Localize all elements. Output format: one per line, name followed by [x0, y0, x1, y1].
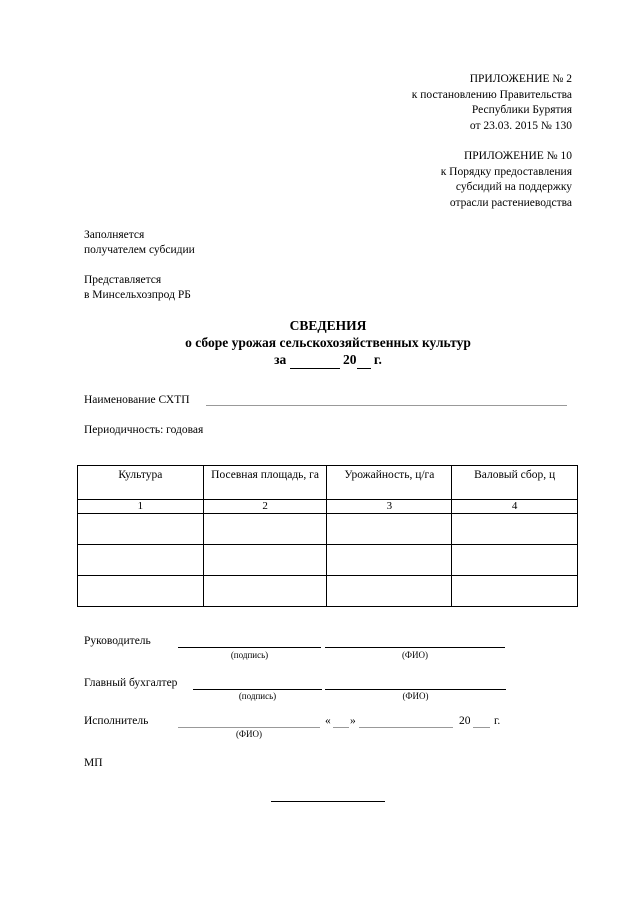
document-subtitle: о сборе урожая сельскохозяйственных культур — [185, 335, 471, 350]
appendix-2-title: ПРИЛОЖЕНИЕ № 2 — [469, 73, 572, 85]
period-year-blank[interactable] — [357, 351, 371, 369]
document-title: СВЕДЕНИЯ — [289, 318, 367, 333]
accountant-signature-hint: (подпись) — [238, 691, 277, 701]
accountant-signature-line[interactable] — [193, 689, 322, 690]
appendix-10-ref: к Порядку предоставления — [440, 165, 572, 178]
accountant-fio-line[interactable] — [325, 689, 506, 690]
filled-by-line2: получателем субсидии — [84, 244, 195, 256]
executor-label: Исполнитель — [84, 715, 149, 727]
appendix-10-header — [441, 149, 572, 211]
date-quote-open: « — [325, 715, 331, 727]
period-year-suffix: г. — [373, 352, 382, 367]
appendix-10-branch: отрасли растениеводства — [449, 196, 572, 209]
appendix-2-header — [412, 72, 572, 134]
date-year-prefix: 20 — [459, 715, 471, 727]
harvest-table — [77, 465, 578, 607]
column-number: 2 — [203, 500, 327, 514]
table-cell[interactable] — [452, 576, 578, 607]
head-signature-hint: (подпись) — [230, 650, 269, 660]
header-sown-area: Посевная площадь, га — [203, 466, 327, 500]
period-za: за — [274, 352, 287, 367]
header-gross-harvest: Валовый сбор, ц — [452, 466, 578, 500]
header-yield: Урожайность, ц/га — [327, 466, 452, 500]
date-month-line[interactable] — [359, 727, 453, 728]
accountant-fio-hint: (ФИО) — [402, 691, 429, 701]
head-fio-hint: (ФИО) — [401, 650, 429, 660]
head-fio-line[interactable] — [325, 647, 505, 648]
table-cell[interactable] — [327, 514, 452, 545]
period-blank[interactable] — [290, 351, 340, 369]
appendix-2-date: от 23.03. 2015 № 130 — [469, 119, 572, 132]
appendix-2-ref: к постановлению Правительства — [411, 88, 572, 101]
header-crop: Культура — [78, 466, 204, 500]
report-period — [0, 351, 640, 369]
entity-name-label: Наименование СХТП — [84, 394, 190, 406]
date-quote-close: » — [350, 715, 356, 727]
table-number-row — [78, 500, 578, 514]
filled-by-note — [84, 228, 195, 258]
period-year-prefix: 20 — [343, 352, 357, 367]
stamp-label: МП — [84, 757, 103, 769]
table-cell[interactable] — [78, 514, 204, 545]
table-cell[interactable] — [327, 545, 452, 576]
table-cell[interactable] — [452, 514, 578, 545]
filled-by-line1: Заполняется — [84, 229, 145, 241]
date-year-line[interactable] — [473, 727, 490, 728]
date-year-suffix: г. — [494, 715, 501, 727]
date-day-line[interactable] — [333, 727, 349, 728]
table-header-row — [78, 466, 578, 500]
table-cell[interactable] — [78, 545, 204, 576]
column-number: 4 — [452, 500, 578, 514]
submitted-to-line1: Представляется — [84, 274, 162, 286]
entity-name-field[interactable] — [206, 405, 567, 406]
table-row — [78, 514, 578, 545]
column-number: 1 — [78, 500, 204, 514]
table-cell[interactable] — [203, 576, 327, 607]
executor-fio-line[interactable] — [178, 727, 320, 728]
column-number: 3 — [327, 500, 452, 514]
appendix-2-republic: Республики Бурятия — [471, 104, 572, 116]
executor-fio-hint: (ФИО) — [235, 729, 263, 739]
appendix-10-title: ПРИЛОЖЕНИЕ № 10 — [463, 150, 572, 162]
table-row — [78, 545, 578, 576]
accountant-label: Главный бухгалтер — [84, 677, 178, 689]
table-cell[interactable] — [203, 545, 327, 576]
submitted-to-line2: в Минсельхозпрод РБ — [84, 289, 191, 301]
appendix-10-subsidies: субсидий на поддержку — [455, 181, 572, 193]
table-cell[interactable] — [203, 514, 327, 545]
stamp-line — [271, 801, 385, 802]
head-label: Руководитель — [84, 635, 151, 647]
periodicity: Периодичность: годовая — [84, 424, 204, 436]
table-row — [78, 576, 578, 607]
table-cell[interactable] — [78, 576, 204, 607]
table-cell[interactable] — [452, 545, 578, 576]
head-signature-line[interactable] — [178, 647, 321, 648]
submitted-to-note — [84, 273, 191, 303]
table-cell[interactable] — [327, 576, 452, 607]
